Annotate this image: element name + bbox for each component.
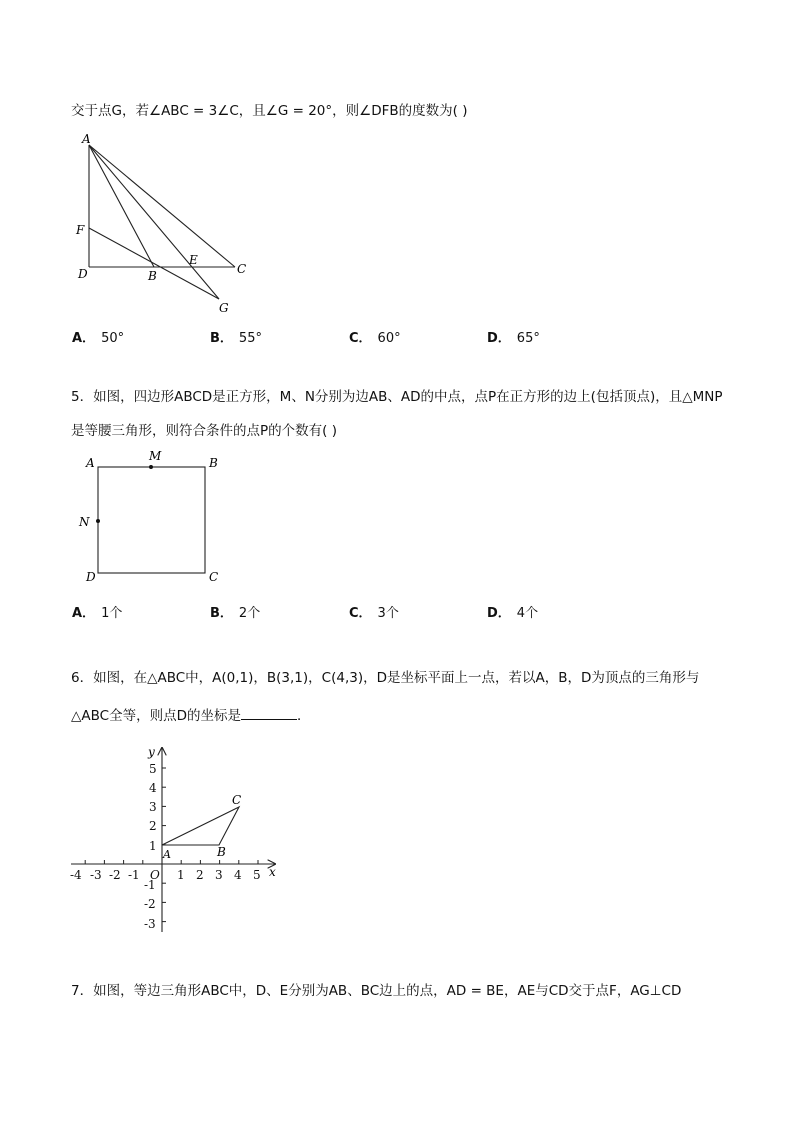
y-tick-label: -2 bbox=[144, 897, 156, 911]
q4-label-d: D bbox=[78, 267, 88, 281]
q6-line2-suffix: ． bbox=[296, 708, 311, 724]
q4-figure bbox=[70, 128, 260, 318]
point-c-label: C bbox=[232, 793, 242, 807]
option-text: 65° bbox=[516, 331, 540, 346]
x-tick-label: 5 bbox=[253, 868, 261, 882]
q5-text-line2: 是等腰三角形，则符合条件的点P的个数有( ) bbox=[71, 423, 337, 439]
option-text: 60° bbox=[377, 331, 401, 346]
q5-option-a[interactable] bbox=[72, 602, 122, 621]
x-tick-label: -4 bbox=[70, 868, 82, 882]
q5-option-d[interactable] bbox=[487, 602, 538, 621]
q6-text-line1: 6．如图，在△ABC中，A(0,1)，B(3,1)，C(4,3)，D是坐标平面上一点，若以A，B，D为顶点的三角形与 bbox=[71, 670, 700, 686]
x-tick-label: 2 bbox=[196, 868, 204, 882]
q5-label-m: M bbox=[149, 449, 162, 463]
q5-label-a: A bbox=[86, 456, 95, 470]
q4-label-f: F bbox=[76, 223, 85, 237]
y-tick-label: 1 bbox=[149, 839, 157, 853]
option-key: C． bbox=[349, 331, 372, 346]
y-tick-label: 3 bbox=[149, 800, 157, 814]
y-axis-label: y bbox=[148, 745, 155, 759]
point-a-label: A bbox=[163, 848, 171, 861]
option-key: A． bbox=[72, 606, 96, 621]
q5-label-b: B bbox=[209, 456, 218, 470]
q5-label-c: C bbox=[209, 570, 219, 584]
y-tick-label: 2 bbox=[149, 819, 157, 833]
y-tick-label: -3 bbox=[144, 917, 156, 931]
q4-label-a: A bbox=[82, 132, 91, 146]
q4-option-c[interactable] bbox=[349, 327, 401, 346]
option-key: D． bbox=[487, 606, 511, 621]
q4-label-e: E bbox=[189, 253, 198, 267]
q5-option-c[interactable] bbox=[349, 602, 399, 621]
q5-text-line1: 5．如图，四边形ABCD是正方形，M、N分别为边AB、AD的中点，点P在正方形的边上(包括顶点)，且△MNP bbox=[71, 389, 723, 405]
origin-label: O bbox=[150, 868, 160, 882]
option-text: 3个 bbox=[377, 606, 399, 621]
q5-option-b[interactable] bbox=[210, 602, 260, 621]
x-tick-label: -1 bbox=[128, 868, 140, 882]
q7-text: 7．如图，等边三角形ABC中，D、E分别为AB、BC边上的点，AD = BE，AE与CD交于点F，AG⊥CD bbox=[71, 983, 682, 999]
q4-option-b[interactable] bbox=[210, 327, 262, 346]
q6-line2-prefix: △ABC全等，则点D的坐标是 bbox=[71, 708, 241, 724]
y-tick-label: 4 bbox=[149, 781, 157, 795]
q4-label-c: C bbox=[237, 262, 247, 276]
option-key: A． bbox=[72, 331, 96, 346]
q5-label-d: D bbox=[86, 570, 96, 584]
q6-coordinate-figure bbox=[68, 742, 283, 938]
x-tick-label: 3 bbox=[215, 868, 223, 882]
option-key: C． bbox=[349, 606, 372, 621]
q4-option-a[interactable] bbox=[72, 327, 124, 346]
x-tick-label: -3 bbox=[90, 868, 102, 882]
answer-blank[interactable] bbox=[241, 707, 297, 720]
y-tick-label: 5 bbox=[149, 762, 157, 776]
option-text: 2个 bbox=[238, 606, 261, 621]
option-text: 1个 bbox=[101, 606, 123, 621]
option-key: D． bbox=[487, 331, 511, 346]
option-text: 4个 bbox=[516, 606, 539, 621]
q4-text: 交于点G，若∠ABC = 3∠C，且∠G = 20°，则∠DFB的度数为( ) bbox=[71, 103, 468, 119]
option-text: 50° bbox=[101, 331, 125, 346]
x-tick-label: 1 bbox=[177, 868, 185, 882]
option-key: B． bbox=[210, 606, 233, 621]
y-tick-label: -1 bbox=[144, 878, 156, 892]
x-tick-label: -2 bbox=[109, 868, 121, 882]
q5-figure bbox=[76, 448, 226, 586]
point-b-label: B bbox=[217, 845, 226, 859]
q4-label-b: B bbox=[148, 269, 157, 283]
q4-label-g: G bbox=[219, 301, 229, 315]
x-axis-label: x bbox=[269, 865, 276, 879]
option-text: 55° bbox=[238, 331, 262, 346]
q6-text-line2 bbox=[71, 707, 310, 725]
option-key: B． bbox=[210, 331, 233, 346]
q5-label-n: N bbox=[79, 515, 90, 529]
x-tick-label: 4 bbox=[234, 868, 242, 882]
q4-option-d[interactable] bbox=[487, 327, 540, 346]
